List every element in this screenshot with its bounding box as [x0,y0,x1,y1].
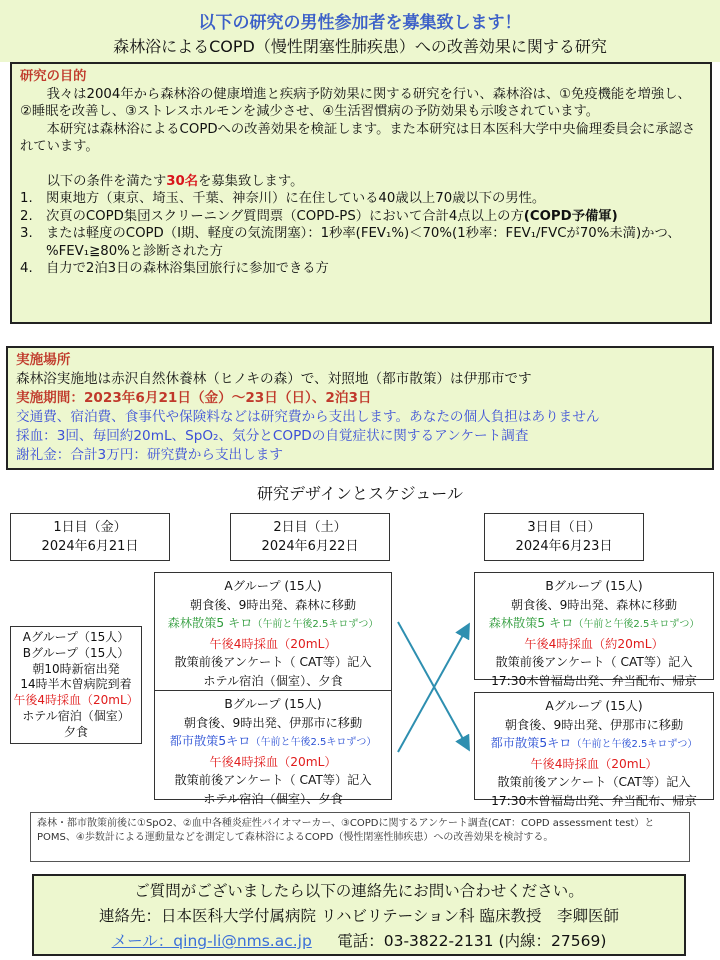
venue-period: 実施期間：2023年6月21日（金）～23日（日）、2泊3日 [16,390,372,406]
return-line: 17:30木曽福島出発、弁当配布、帰京 [491,673,697,688]
venue-reward: 謝礼金：合計3万円：研究費から支出します [16,447,283,463]
condition-item [20,225,702,260]
morning-line: 朝食後、9時出発、森林に移動 [189,597,357,612]
schedule-title: 研究デザインとスケジュール [257,484,463,503]
day-date: 2024年6月23日 [515,539,613,554]
walk-line: 都市散策5キロ（午前と午後2.5キロずつ） [169,734,377,748]
condition-item [20,190,702,208]
group-title: Aグループ (15人) [545,699,643,713]
dinner-line: 夕食 [63,724,88,739]
condition-item [20,260,702,278]
arrow-b-to-a [398,626,468,752]
blood-line: 午後4時採血（約20mL） [524,636,664,651]
condition-number: 2. [20,208,33,224]
depart-line: 朝10時新宿出発 [32,661,120,676]
condition-bold-note: (COPD予備軍) [523,208,618,224]
page-title: 以下の研究の男性参加者を募集致します！ [198,13,522,33]
day-date: 2024年6月22日 [261,539,359,554]
blood-line: 午後4時採血（20mL） [530,756,658,771]
purpose-paragraph-2: 本研究は森林浴によるCOPDへの改善効果を検証します。また本研究は日本医科大学中央倫理委員会に承認されています。 [20,121,696,154]
day-1-box [10,626,142,744]
day-label: 1日目（金） [53,520,127,535]
condition-item [20,208,702,226]
crossover-arrows [394,612,474,762]
page-subtitle: 森林浴によるCOPD（慢性閉塞性肺疾患）への改善効果に関する研究 [113,37,607,56]
day-3-header [484,513,644,561]
day-date: 2024年6月21日 [41,539,139,554]
day-1-header [10,513,170,561]
venue-text: 森林浴実施地は赤沢自然休養林（ヒノキの森）で、対照地（都市散策）は伊那市です [16,371,532,387]
morning-line: 朝食後、9時出発、伊那市に移動 [183,715,363,730]
survey-line: 散策前後アンケート（CAT等）記入 [497,775,691,789]
day-label: 2日目（土） [273,520,347,535]
hotel-line: ホテル宿泊（個室）、夕食 [203,673,343,688]
recruit-line [20,173,702,191]
group-title: Bグループ (15人) [224,697,322,711]
venue-blood: 採血：3回、毎回約20mL、SpO₂、気分とCOPDの自覚症状に関するアンケート調査 [16,428,529,444]
contact-box [32,874,686,956]
measurement-note: 森林・都市散策前後に①SpO2、②血中各種炎症性バイオマーカー、③COPDに関するアンケート調査(CAT：COPD assessment test）とPOMS、④歩数計による運動量などを測定して森林浴によるCOPD（慢性閉塞性肺疾患）への改善効果を検討する。 [30,812,690,862]
group-line: Aグループ（15人） [22,630,130,644]
day-2-group-b-box [154,690,392,806]
arrow-a-to-b [398,622,468,748]
morning-line: 朝食後、9時出発、伊那市に移動 [504,717,684,732]
phone-text: 電話：03-3822-2131 (内線：27569) [337,932,607,950]
survey-line: 散策前後アンケート（ CAT等）記入 [495,655,693,669]
survey-line: 散策前後アンケート（ CAT等）記入 [174,655,372,669]
email-link[interactable]: メール：qing-li@nms.ac.jp [111,932,312,950]
venue-cost: 交通費、宿泊費、食事代や保険料などは研究費から支出します。あなたの個人負担はありません [16,409,600,425]
recruit-post: を募集致します。 [198,173,304,189]
walk-line: 都市散策5キロ（午前と午後2.5キロずつ） [490,736,698,750]
condition-number: 4. [20,261,33,276]
arrive-line: 14時半木曽病院到着 [20,677,132,692]
hotel-line: ホテル宿泊（個室）、夕食 [203,791,343,806]
blood-line: 午後4時採血（20mL） [209,636,337,651]
venue-box [6,346,714,470]
blood-line: 午後4時採血（20mL） [209,754,337,769]
contact-line-2: 連絡先：日本医科大学付属病院 リハビリテーション科 臨床教授 李卿医師 [99,907,619,925]
purpose-paragraph-1: 我々は2004年から森林浴の健康増進と疾病予防効果に関する研究を行い、森林浴は、①免疫機能を増強し、②睡眠を改善し、③ストレスホルモンを減少させ、④生活習慣病の予防効果も示唆されています。 [20,86,691,119]
return-line: 17:30木曽福島出発、弁当配布、帰京 [491,793,697,808]
condition-text: 次頁のCOPD集団スクリーニング質問票（COPD-PS）において合計4点以上の方 [46,208,524,224]
venue-heading: 実施場所 [16,352,71,368]
condition-number: 3. [20,226,33,241]
day-3-group-b-box [474,572,714,688]
day-2-group-a-box [154,572,392,692]
purpose-box [10,62,712,324]
hotel-line: ホテル宿泊（個室） [22,708,130,723]
condition-text: 自力で2泊3日の森林浴集団旅行に参加できる方 [46,261,329,276]
day-3-group-a-box [474,692,714,808]
day-label: 3日目（日） [527,520,601,535]
condition-text: 関東地方（東京、埼玉、千葉、神奈川）に在住している40歳以上70歳以下の男性。 [46,191,546,206]
walk-line: 森林散策5 キロ（午前と午後2.5キロずつ） [488,616,700,630]
group-line: Bグループ（15人） [22,645,130,660]
recruit-pre: 以下の条件を満たす [46,173,167,189]
contact-line-3 [40,929,678,954]
condition-text: または軽度のCOPD（Ⅰ期、軽度の気流閉塞）：1秒率(FEV₁%)＜70%(1秒率：FEV₁/FVCが70%未満)かつ、%FEV₁≧80%と診断された方 [46,226,681,259]
condition-number: 1. [20,191,33,206]
group-title: Bグループ (15人) [545,579,643,593]
day-2-header [230,513,390,561]
purpose-heading: 研究の目的 [20,69,87,84]
morning-line: 朝食後、9時出発、森林に移動 [510,597,678,612]
contact-line-1: ご質問がございましたら以下の連絡先にお問い合わせください。 [134,882,584,900]
blood-line: 午後4時採血（20mL） [13,693,139,708]
recruit-count: 30名 [166,173,199,189]
group-title: Aグループ (15人) [224,579,322,593]
survey-line: 散策前後アンケート（ CAT等）記入 [174,773,372,787]
walk-line: 森林散策5 キロ（午前と午後2.5キロずつ） [167,616,379,630]
